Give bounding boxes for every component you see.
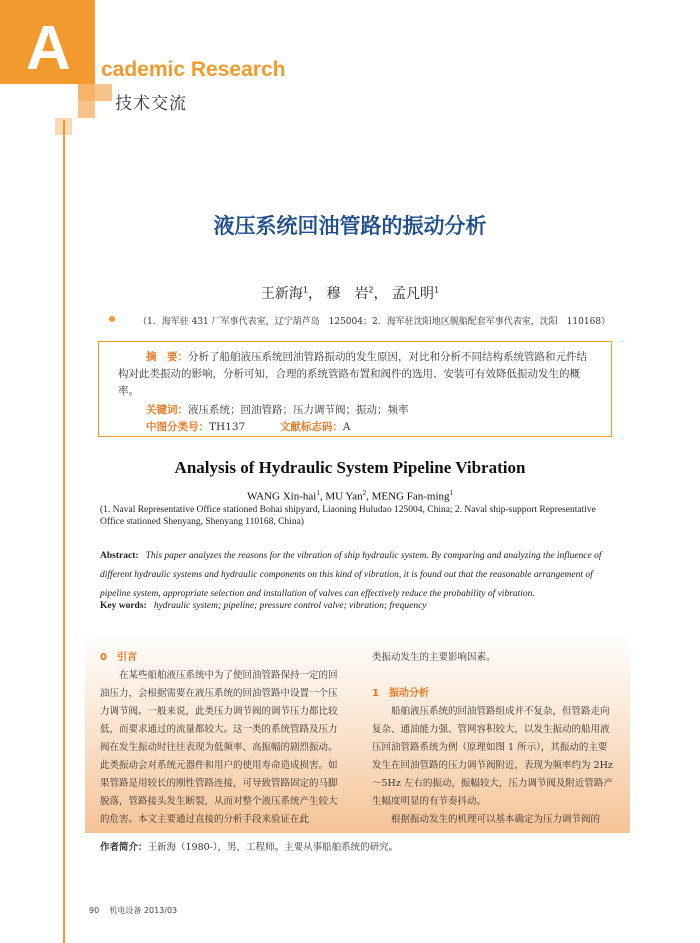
keywords-en bbox=[100, 601, 427, 611]
author-sup-en: 1 bbox=[449, 489, 454, 497]
abstract-cn bbox=[118, 349, 594, 400]
author-name-en: WANG Xin-hai bbox=[246, 490, 317, 503]
paper-title-en: Analysis of Hydraulic System Pipeline Vibration bbox=[174, 458, 526, 477]
authors-en bbox=[0, 489, 700, 503]
author-name: 王新海 bbox=[260, 286, 303, 302]
abstract-en-text: This paper analyzes the reasons for the vibration of ship hydraulic system. By comparing and analyzing the influence of different hydraulic systems and hydraulic components on this kind of vibration, it is found out that the reasonable arrangement of pipeline system, appropriate selection and installation of valves can effectively reduce the probability of vibration. bbox=[100, 551, 602, 599]
author-sup-en: 1 bbox=[316, 489, 320, 497]
author-name: 孟凡明 bbox=[392, 286, 434, 302]
journal-info: 机电设备 2013/03 bbox=[109, 906, 178, 915]
author-sup: 2 bbox=[368, 285, 374, 295]
author-name-en: MENG Fan-ming bbox=[371, 490, 450, 503]
paper-title-cn: 液压系统回油管路的振动分析 bbox=[213, 214, 487, 238]
body-paragraph: 在某些船舶液压系统中为了使回油管路保持一定的回油压力，会根据需要在液压系统的回油管路中设置一个压力调节阀。一般来说，此类压力调节阀的调节压力都比较低，而要求通过的流量都较大。这一类的系统管路及压力阀在发生振动时往往表现为低频率、高振幅的剧烈振动。此类振动会对系统元器件和用户的使用寿命造成损害。如果管路是用较长的刚性管路连接，可导致管路固定的马脚脱落，管路接头发生断裂，从而对整个液压系统产生较大的危害。本文主要通过直接的分析手段来验证在此 bbox=[100, 670, 338, 825]
section-heading: 1 振动分析 bbox=[372, 688, 429, 699]
author-footnote bbox=[100, 839, 398, 853]
page-number: 90 bbox=[89, 906, 100, 915]
author-sup: 1 bbox=[434, 285, 440, 295]
footnote-label: 作者简介： bbox=[100, 842, 148, 853]
body-paragraph: 类振动发生的主要影响因素。 bbox=[372, 652, 496, 663]
bullet-dot bbox=[109, 316, 115, 322]
author-separator: , bbox=[319, 490, 326, 503]
section-title-cn: 技术交流 bbox=[115, 94, 187, 114]
keywords-en-text: hydraulic system; pipeline; pressure control valve; vibration; frequency bbox=[153, 601, 427, 611]
decor-square bbox=[78, 84, 95, 101]
keywords-cn bbox=[146, 402, 409, 417]
abstract-text: 分析了船舶液压系统回油管路振动的发生原因，对比和分析不同结构系统管路和元件结构对此类振动的影响，分析可知，合理的系统管路布置和阀件的选用、安装可有效降低振动发生的概率。 bbox=[118, 351, 587, 397]
page-footer bbox=[89, 905, 177, 916]
author-separator: , bbox=[366, 490, 372, 503]
keywords-en-label: Key words: bbox=[100, 601, 147, 611]
footnote-text: 王新海（1980-），男，工程师。主要从事船舶系统的研究。 bbox=[147, 842, 399, 853]
body-paragraph: 根据振动发生的机理可以基本确定为压力调节阀的 bbox=[391, 814, 601, 825]
author-sup-en: 2 bbox=[362, 489, 367, 497]
decor-square bbox=[95, 84, 112, 101]
body-column-left bbox=[100, 649, 342, 829]
abstract-en bbox=[100, 547, 618, 604]
author-name-en: MU Yan bbox=[325, 490, 363, 503]
abstract-en-label: Abstract: bbox=[100, 551, 139, 561]
class-value: TH137 bbox=[209, 421, 246, 433]
classification-cn bbox=[146, 419, 350, 434]
decor-square bbox=[78, 101, 95, 118]
author-sup: 1 bbox=[302, 285, 308, 295]
keywords-text: 液压系统；回油管路；压力调节阀；振动；频率 bbox=[188, 404, 409, 416]
abstract-label: 摘 要： bbox=[146, 351, 188, 363]
affiliation-en: (1. Naval Representative Office stationed Bohai shipyard, Liaoning Huludao 125004, China; 2. Naval ship-support Representative Office stationed Shenyang, Shenyang 110168, China) bbox=[100, 505, 596, 527]
section-title-en: cademic Research bbox=[101, 58, 286, 81]
margin-rule bbox=[63, 120, 65, 943]
author-name: 穆 岩 bbox=[326, 286, 369, 302]
section-heading: 0 引言 bbox=[100, 652, 137, 663]
class-label: 中图分类号： bbox=[146, 421, 209, 433]
doc-value: A bbox=[342, 421, 351, 433]
affiliation-cn: （1．海军驻 431 厂军事代表室，辽宁葫芦岛 125004；2．海军驻沈阳地区舰船配套军事代表室，沈阳 110168） bbox=[138, 317, 611, 327]
doc-label: 文献标志码： bbox=[279, 421, 343, 433]
section-logo-letter: A bbox=[26, 14, 71, 83]
keywords-label: 关键词： bbox=[146, 404, 188, 416]
authors-cn: 王新海$^1$， 穆 岩$^2$， 孟凡明$^1$ bbox=[260, 285, 440, 302]
body-paragraph: 船舶液压系统的回油管路组成并不复杂，但管路走向复杂、通油能力强、管网容积较大，以发生振动的船用液压回油管路系统为例（原理如图 1 所示），其振动的主要发生在回油管路的压力调节阀附近，表现为频率约为 2Hz～5Hz 左右的振动，振幅较大，压力调节阀及附近管路产生幅度明显的有节奏抖动。 bbox=[372, 706, 613, 807]
body-column-right bbox=[372, 649, 615, 829]
section-logo-block bbox=[0, 0, 95, 84]
